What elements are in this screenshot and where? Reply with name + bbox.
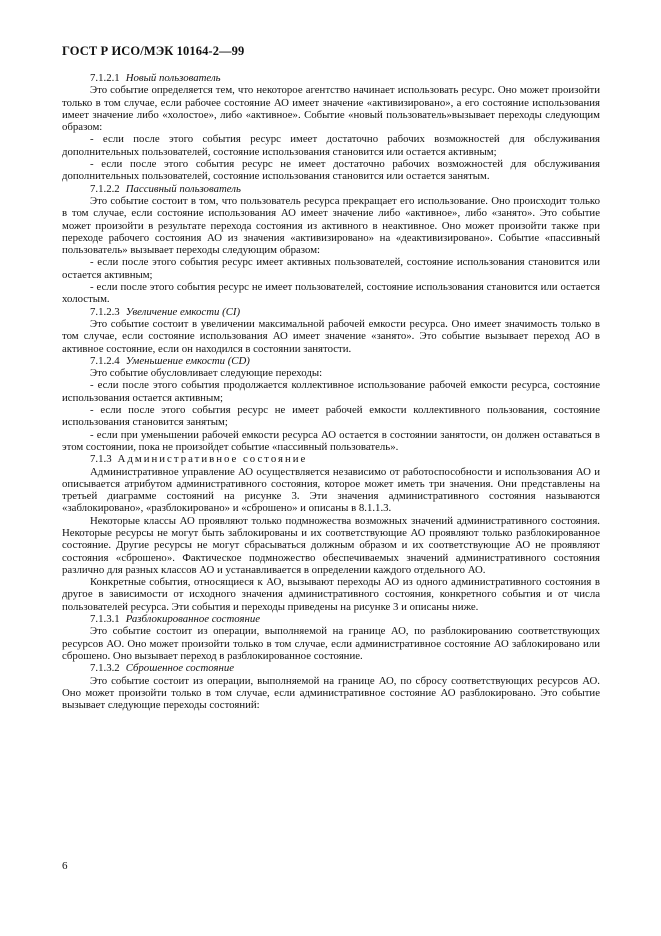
list-item: - если после этого события ресурс имеет достаточно рабочих возможностей для обслуживания дополнительных пользователей, состояние использования становится или остается активным; [62, 133, 600, 158]
section-title: Новый пользователь [125, 72, 221, 84]
list-item: - если после этого события ресурс не имеет рабочей емкости коллективного пользования, состояние использования становится занятым; [62, 404, 600, 429]
paragraph: Административное управление АО осуществляется независимо от работоспособности и использования АО и описывается атрибутом административного состояния, которое может иметь три значения. Они представлены на третьей диаграмме состояний на рисунке 3. Эти значения административного состояния называются «заблокировано», «разблокировано» и «сброшено» и описаны в 8.1.1.3. [62, 465, 600, 515]
list-item: - если после этого события ресурс имеет активных пользователей, состояние использования становится или остается активным; [62, 256, 600, 281]
section-title: Разблокированное состояние [125, 613, 261, 626]
section-heading [62, 72, 600, 84]
paragraph: Это событие обусловливает следующие переходы: [90, 367, 323, 380]
paragraph: Это событие состоит в том, что пользователь ресурса прекращает его использование. Оно происходит только в том случае, если состояние использования АО имеет значение либо «активное», либо «занято». Это событие может произойти в результате перехода состояния из активного в неактивное. Оно может произойти также при переходе рабочего состояния АО из значения «активизировано» на «деактивизировано». Событие «пассивный пользователь» вызывает переходы следующим образом: [62, 194, 600, 257]
section-number: 7.1.3.1 [90, 613, 120, 626]
list-item: - если при уменьшении рабочей емкости ресурса АО остается в состоянии занятости, он должен оставаться в этом состоянии, пока не произойдет событие «пассивный пользователь». [62, 428, 600, 453]
paragraph: Это событие состоит из операции, выполняемой на границе АО, по разблокированию соответствующих ресурсов АО. Оно может произойти только в том случае, если административное состояние АО заблокировано или сброшено. Оно вызывает переход в разблокированное состояние. [62, 625, 600, 662]
section-number: 7.1.2.3 [90, 305, 120, 318]
section-heading [62, 662, 600, 674]
section-heading [62, 183, 600, 195]
list-item: - если после этого события ресурс не имеет пользователей, состояние использования становится или остается холостым. [62, 281, 600, 306]
list-item: - если после этого события продолжается коллективное использование рабочей емкости ресурса, состояние использования остается активным; [62, 379, 600, 404]
page-body [62, 72, 600, 711]
section-number: 7.1.2.2 [90, 182, 120, 195]
section-heading [62, 306, 600, 318]
section-title: Административное состояние [117, 453, 308, 466]
section-heading [62, 453, 600, 465]
paragraph: Это событие состоит в увеличении максимальной рабочей емкости ресурса. Оно имеет значимость только в том случае, если состояние использования АО имеет значение «занято». Это событие вызывает переход АО в активное состояние, если он находился в состоянии занятости. [62, 317, 600, 355]
paragraph: Некоторые классы АО проявляют только подмножества возможных значений административного состояния. Некоторые ресурсы не могут быть заблокированы и их соответствующие АО проявляют только разблокированное состояние. Другие ресурсы не могут сбрасываться должным образом и их соответствующие АО не проявляют состояния «сброшено». Фактическое подмножество обеспечиваемых значений административного состояния различно для разных классов АО и устанавливается в определении каждого отдельного АО. [62, 514, 600, 576]
page-number: 6 [62, 860, 68, 872]
list-item: - если после этого события ресурс не имеет достаточно рабочих возможностей для обслуживания дополнительных пользователей, состояние использования становится или остается занятым. [62, 158, 600, 183]
paragraph: Конкретные события, относящиеся к АО, вызывают переходы АО из одного административного состояния в другое в зависимости от исходного значения административного состояния, конкретного события и от числа пользователей ресурса. Эти события и переходы приведены на рисунке 3 и описаны ниже. [62, 576, 600, 613]
paragraph: Это событие определяется тем, что некоторое агентство начинает использовать ресурс. Оно может произойти только в том случае, если рабочее состояние АО имеет значение «активизировано», а его состояние использования имеет значение либо «холостое», либо «активное». Событие «новый пользователь»вызывает переходы следующим образом: [62, 84, 600, 134]
section-title: Пассивный пользователь [125, 182, 241, 195]
section-number: 7.1.3.2 [90, 662, 120, 675]
section-title: Сброшенное состояние [125, 662, 235, 675]
section-title: Увеличение емкости (CI) [125, 305, 241, 318]
section-title: Уменьшение емкости (CD) [125, 354, 250, 367]
section-heading [62, 355, 600, 367]
section-number: 7.1.2.4 [90, 354, 120, 367]
paragraph: Это событие состоит из операции, выполняемой на границе АО, по сбросу соответствующих ресурсов АО. Оно может произойти только в том случае, если административное состояние АО разблокировано. Это событие вызывает следующие переходы состояний: [62, 674, 600, 712]
page-header-title: ГОСТ Р ИСО/МЭК 10164-2—99 [62, 44, 245, 58]
section-number: 7.1.2.1 [90, 72, 120, 84]
section-number: 7.1.3 [90, 453, 112, 466]
section-heading [62, 613, 600, 625]
